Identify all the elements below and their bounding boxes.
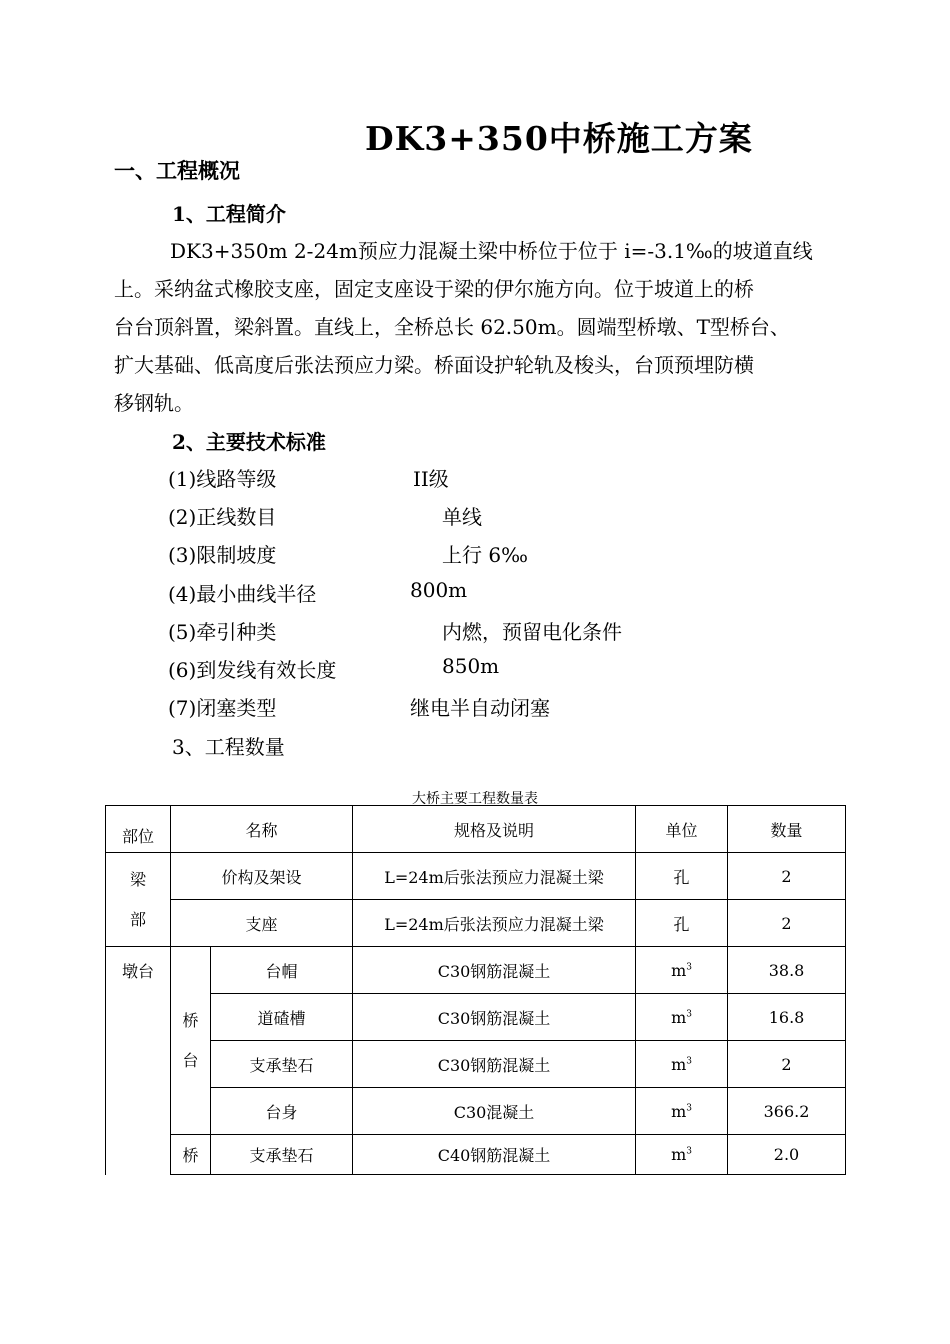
row-qty: 2: [728, 900, 846, 947]
part-qiao: 桥: [171, 1135, 211, 1175]
intro-line: DK3+350m 2-24m预应力混凝土梁中桥位于位于 i=-3.1‰的坡道直线: [170, 239, 813, 263]
standard-label: (4)最小曲线半径: [168, 582, 317, 606]
row-qty: 38.8: [728, 947, 846, 994]
intro-line: 台台顶斜置，梁斜置。直线上，全桥总长 62.50m。圆端型桥墩、T型桥台、: [114, 315, 790, 339]
part-qiaotai: 桥 台: [171, 947, 211, 1135]
row-unit: 孔: [636, 853, 728, 900]
intro-paragraph: [114, 232, 839, 422]
row-unit: $m^3$: [636, 994, 728, 1041]
row-qty: 366.2: [728, 1088, 846, 1135]
subheading-intro: 1、工程简介: [172, 202, 286, 226]
row-qty: 16.8: [728, 994, 846, 1041]
row-spec: C30钢筋混凝土: [353, 994, 636, 1041]
row-name: 支承垫石: [211, 1135, 353, 1175]
table-row: [106, 1041, 846, 1088]
row-unit: $m^3$: [636, 947, 728, 994]
standard-label: (2)正线数目: [168, 505, 277, 529]
header-name: 名称: [171, 806, 353, 853]
row-spec: L=24m后张法预应力混凝土梁: [353, 900, 636, 947]
header-unit: 单位: [636, 806, 728, 853]
table-row: [106, 947, 846, 994]
row-unit: $m^3$: [636, 1135, 728, 1175]
header-spec: 规格及说明: [353, 806, 636, 853]
section-heading-overview: 一、工程概况: [114, 158, 240, 183]
row-spec: C30钢筋混凝土: [353, 1041, 636, 1088]
standard-value: 单线: [442, 505, 482, 529]
row-name: 支座: [171, 900, 353, 947]
standard-label: (6)到发线有效长度: [168, 658, 337, 682]
row-spec: C30混凝土: [353, 1088, 636, 1135]
document-title: DK3+350中桥施工方案: [365, 119, 753, 158]
quantity-table: [105, 805, 846, 1175]
standard-label: (5)牵引种类: [168, 620, 277, 644]
header-part: 部位: [106, 806, 171, 853]
row-unit: $m^3$: [636, 1088, 728, 1135]
standard-value: 上行 6‰: [442, 543, 528, 567]
standard-value: 850m: [442, 654, 500, 678]
row-qty: 2: [728, 853, 846, 900]
table-row: [106, 994, 846, 1041]
intro-line: 扩大基础、低高度后张法预应力梁。桥面设护轮轨及梭头，台顶预埋防横: [114, 353, 754, 377]
table-row: [106, 1088, 846, 1135]
row-name: 支承垫石: [211, 1041, 353, 1088]
standard-label: (7)闭塞类型: [168, 696, 277, 720]
standard-value: II级: [413, 467, 449, 491]
standard-value: 800m: [410, 578, 468, 602]
subheading-standards: 2、主要技术标准: [172, 430, 326, 454]
row-spec: C40钢筋混凝土: [353, 1135, 636, 1175]
row-name: 价构及架设: [171, 853, 353, 900]
table-caption: 大桥主要工程数量表: [412, 791, 538, 807]
standard-value: 内燃，预留电化条件: [442, 620, 622, 644]
part-duntai: 墩台: [106, 947, 171, 1175]
standard-value: 继电半自动闭塞: [410, 696, 550, 720]
row-spec: C30钢筋混凝土: [353, 947, 636, 994]
row-qty: 2.0: [728, 1135, 846, 1175]
row-unit: 孔: [636, 900, 728, 947]
row-name: 台帽: [211, 947, 353, 994]
row-unit: $m^3$: [636, 1041, 728, 1088]
intro-line: 移钢轨。: [114, 391, 194, 415]
subheading-quantities: 3、工程数量: [172, 735, 285, 759]
table-row: [106, 1135, 846, 1175]
row-name: 道碴槽: [211, 994, 353, 1041]
row-name: 台身: [211, 1088, 353, 1135]
table-row: [106, 900, 846, 947]
table-row: [106, 853, 846, 900]
header-qty: 数量: [728, 806, 846, 853]
row-spec: L=24m后张法预应力混凝土梁: [353, 853, 636, 900]
intro-line: 上。采纳盆式橡胶支座，固定支座设于梁的伊尔施方向。位于坡道上的桥: [114, 277, 754, 301]
row-qty: 2: [728, 1041, 846, 1088]
standard-label: (1)线路等级: [168, 467, 277, 491]
standard-label: (3)限制坡度: [168, 543, 277, 567]
part-liang: 梁 部: [106, 853, 171, 947]
table-header-row: [106, 806, 846, 853]
